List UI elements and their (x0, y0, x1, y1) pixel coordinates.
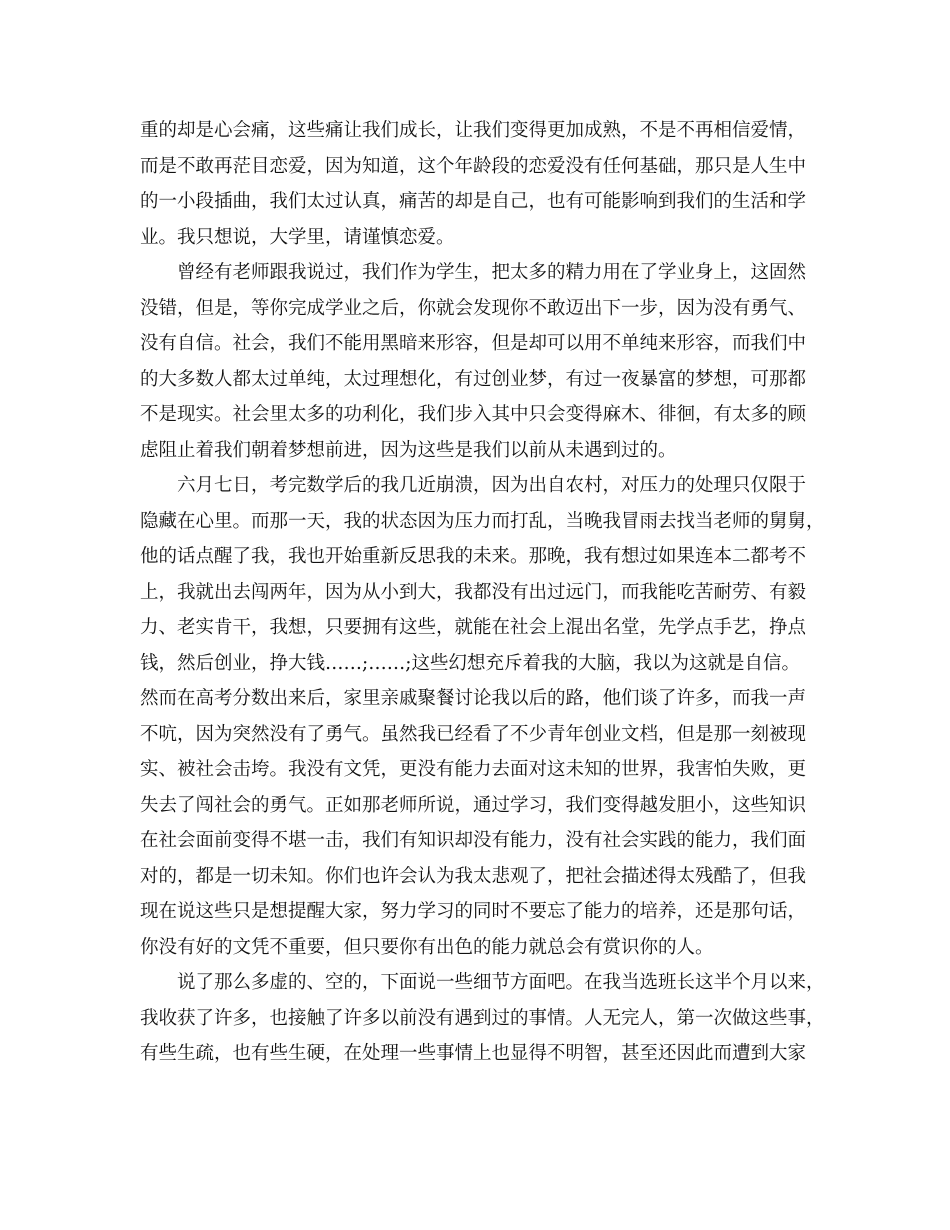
text-line: 说了那么多虚的、空的，下面说一些细节方面吧。在我当选班长这半个月以来， (177, 972, 825, 993)
text-line: 虑阻止着我们朝着梦想前进，因为这些是我们以前从未遇到过的。 (140, 439, 677, 461)
text-line: 实、被社会击垮。我没有文凭，更没有能力去面对这未知的世界，我害怕失败，更 (140, 759, 807, 780)
text-line: 失去了闯社会的勇气。正如那老师所说，通过学习，我们变得越发胆小，这些知识 (140, 794, 807, 816)
text-line: 业。我只想说，大学里，请谨慎恋爱。 (140, 226, 455, 248)
text-line: 上，我就出去闯两年，因为从小到大，我都没有出过远门，而我能吃苦耐劳、有毅 (140, 581, 807, 603)
text-line: 力、老实肯干，我想，只要拥有这些，就能在社会上混出名堂，先学点手艺，挣点 (140, 617, 807, 638)
text-line: 然而在高考分数出来后，家里亲戚聚餐讨论我以后的路，他们谈了许多，而我一声 (140, 688, 807, 709)
text-line: 没有自信。社会，我们不能用黑暗来形容，但是却可以用不单纯来形容，而我们中 (140, 333, 807, 354)
text-line: 有些生疏，也有些生硬，在处理一些事情上也显得不明智，甚至还因此而遭到大家 (140, 1043, 807, 1064)
text-line: 不吭，因为突然没有了勇气。虽然我已经看了不少青年创业文档，但是那一刻被现 (140, 723, 807, 745)
text-line: 隐藏在心里。而那一天，我的状态因为压力而打乱，当晚我冒雨去找当老师的舅舅， (140, 510, 825, 532)
text-line: 他的话点醒了我，我也开始重新反思我的未来。那晚，我有想过如果连本二都考不 (140, 546, 807, 567)
text-line: 重的却是心会痛，这些痛让我们成长，让我们变得更加成熟，不是不再相信爱情， (140, 120, 807, 141)
text-line: 我收获了许多，也接触了许多以前没有遇到过的事情。人无完人，第一次做这些事， (140, 1007, 825, 1029)
text-line: 钱，然后创业，挣大钱……;……;这些幻想充斥着我的大脑，我以为这就是自信。 (140, 652, 800, 674)
text-line: 而是不敢再茫目恋爱，因为知道，这个年龄段的恋爱没有任何基础，那只是人生中 (140, 155, 807, 177)
text-line: 不是现实。社会里太多的功利化，我们步入其中只会变得麻木、徘徊，有太多的顾 (140, 404, 807, 425)
document-body (140, 113, 825, 1072)
text-line: 现在说这些只是想提醒大家，努力学习的同时不要忘了能力的培养，还是那句话， (140, 901, 807, 922)
text-line: 六月七日，考完数学后的我几近崩溃，因为出自农村，对压力的处理只仅限于 (177, 475, 807, 496)
text-line: 没错，但是，等你完成学业之后，你就会发现你不敢迈出下一步，因为没有勇气、 (140, 297, 807, 319)
text-line: 的一小段插曲，我们太过认真，痛苦的却是自己，也有可能影响到我们的生活和学 (140, 191, 807, 212)
text-line: 的大多数人都太过单纯，太过理想化，有过创业梦，有过一夜暴富的梦想，可那都 (140, 368, 807, 390)
text-line: 对的，都是一切未知。你们也许会认为我太悲观了，把社会描述得太残酷了，但我 (140, 865, 807, 887)
text-line: 曾经有老师跟我说过，我们作为学生，把太多的精力用在了学业身上，这固然 (177, 262, 807, 283)
text-line: 在社会面前变得不堪一击，我们有知识却没有能力，没有社会实践的能力，我们面 (140, 830, 807, 851)
text-line: 你没有好的文凭不重要，但只要你有出色的能力就总会有赏识你的人。 (140, 936, 714, 958)
